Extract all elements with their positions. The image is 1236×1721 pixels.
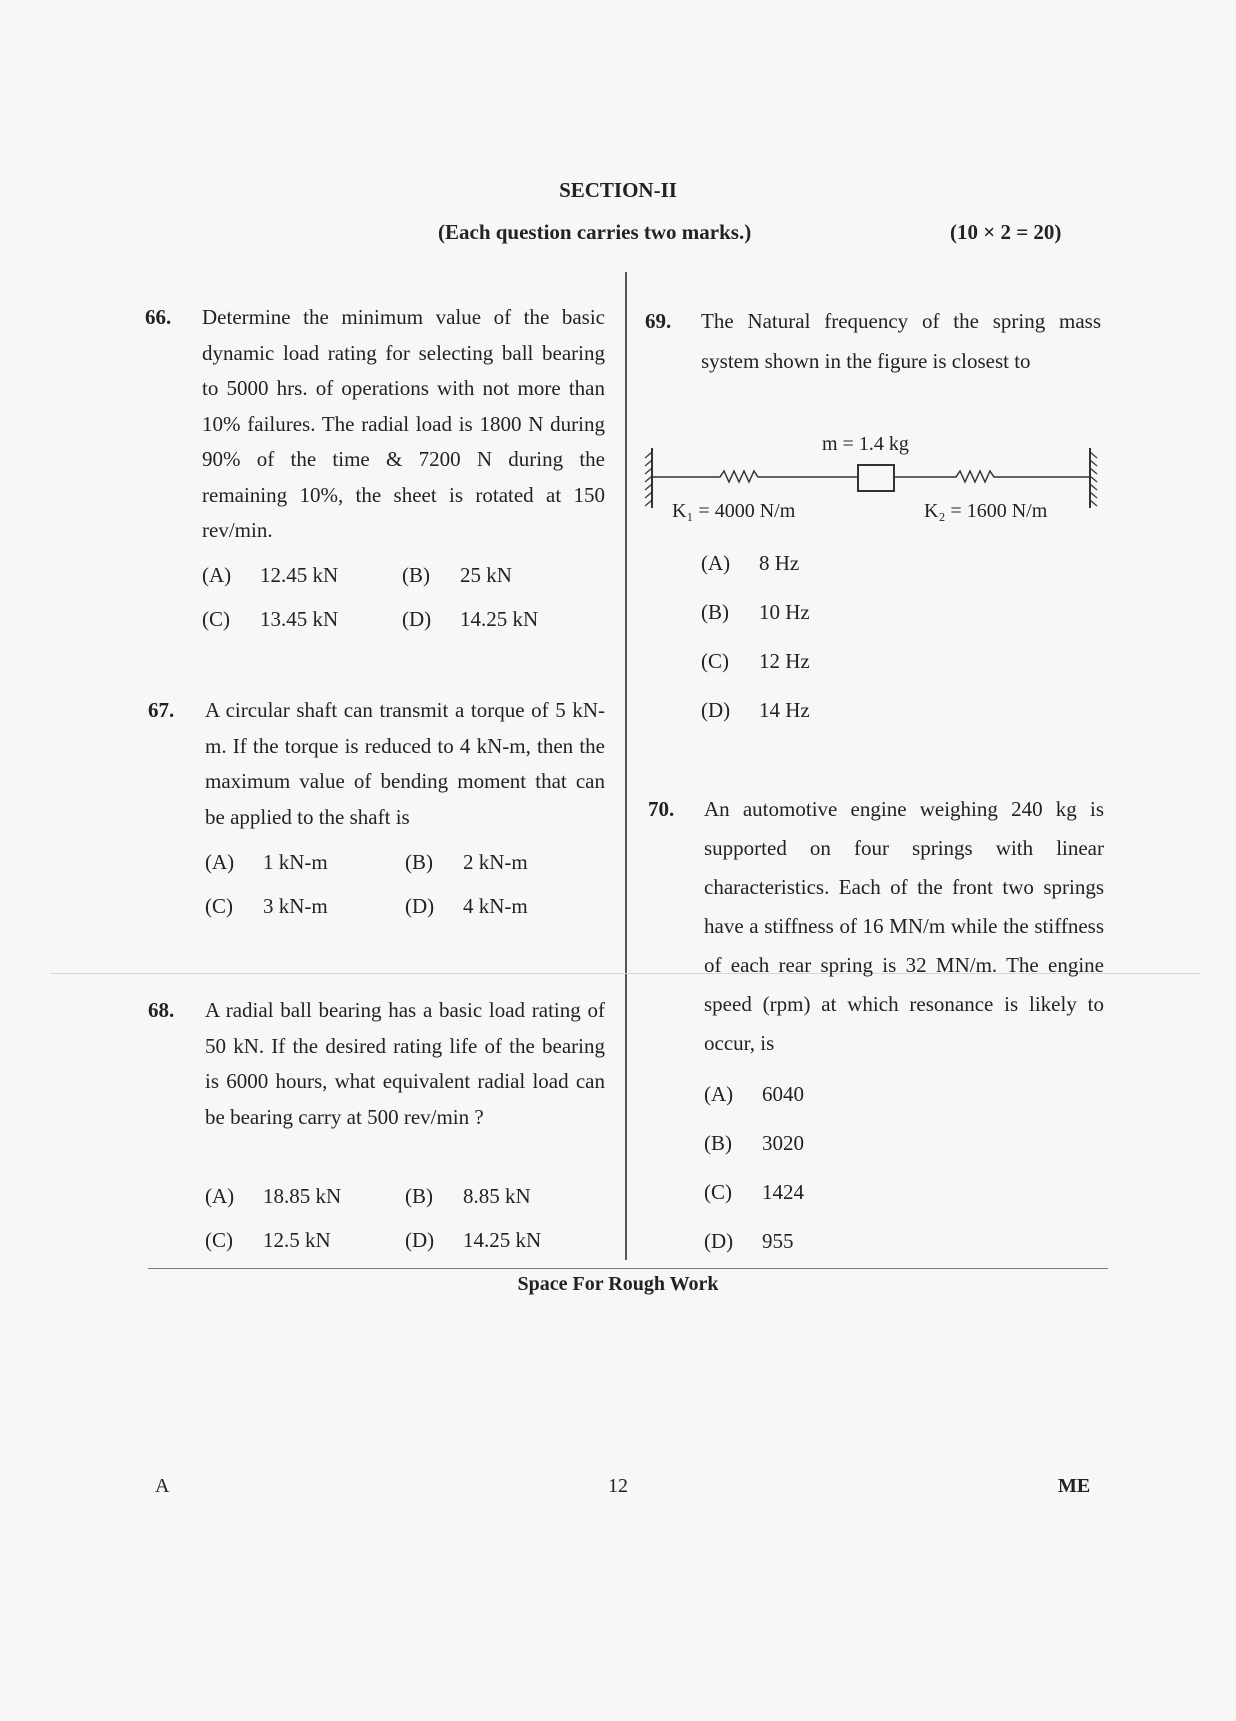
option-b[interactable]: (B) 3020 [704,1131,804,1155]
option-d[interactable]: (D) 14 Hz [701,698,810,722]
option-c[interactable]: (C) 13.45 kN [202,607,339,631]
right-wall [1090,448,1097,508]
section-title: SECTION-II [559,178,677,202]
k1-label: K₁ = 4000 N/m [672,500,796,522]
bottom-rule [148,1268,1108,1269]
question-number: 68. [148,998,175,1022]
option-a[interactable]: (A) 6040 [704,1082,804,1106]
option-a[interactable]: (A) 18.85 kN [205,1184,342,1208]
marks-note: (Each question carries two marks.) [438,220,752,244]
option-b[interactable]: (B) 25 kN [402,563,512,587]
subject-code: ME [1058,1475,1091,1497]
question-text: An automotive engine weighing 240 kg is supported on four springs with linear characteristics. Each of the front two springs have a stiffness of 16 MN/m while the stiffness of each rear spring is 32 MN/m. The engine speed (rpm) at which resonance is likely to occur, is [704,797,1104,1055]
option-a[interactable]: (A) 12.45 kN [202,563,339,587]
marks-total: (10 × 2 = 20) [950,220,1062,244]
left-wall [645,448,652,508]
option-b[interactable]: (B) 8.85 kN [405,1184,531,1208]
option-d[interactable]: (D) 14.25 kN [402,607,539,631]
option-d[interactable]: (D) 14.25 kN [405,1228,542,1252]
column-divider [625,272,627,1260]
option-c[interactable]: (C) 12 Hz [701,649,810,673]
option-d[interactable]: (D) 4 kN-m [405,894,528,918]
option-c[interactable]: (C) 3 kN-m [205,894,328,918]
option-b[interactable]: (B) 2 kN-m [405,850,528,874]
question-text: The Natural frequency of the spring mass system shown in the figure is closest to [701,309,1101,373]
rough-work-label: Space For Rough Work [517,1273,719,1295]
question-text: A circular shaft can transmit a torque of 5 kN-m. If the torque is reduced to 4 kN-m, then the maximum value of bending moment that can be applied to the shaft is [205,698,605,829]
page-number: 12 [608,1475,628,1497]
k2-label: K₂ = 1600 N/m [924,500,1048,522]
option-c[interactable]: (C) 1424 [704,1180,804,1204]
question-text: A radial ball bearing has a basic load rating of 50 kN. If the desired rating life of the bearing is 6000 hours, what equivalent radial load can be bearing carry at 500 rev/min ? [205,998,605,1129]
question-number: 69. [645,309,672,333]
question-number: 66. [145,305,172,329]
set-code: A [155,1475,170,1497]
question-number: 70. [648,797,675,821]
spring-k1 [652,471,858,482]
option-c[interactable]: (C) 12.5 kN [205,1228,331,1252]
mass-block [858,465,894,491]
option-d[interactable]: (D) 955 [704,1229,794,1253]
spring-k2 [894,471,1090,482]
spring-mass-diagram [640,420,1110,530]
option-b[interactable]: (B) 10 Hz [701,600,810,624]
option-a[interactable]: (A) 1 kN-m [205,850,328,874]
option-a[interactable]: (A) 8 Hz [701,551,800,575]
question-number: 67. [148,698,175,722]
mass-label: m = 1.4 kg [822,433,909,455]
question-text: Determine the minimum value of the basic dynamic load rating for selecting ball bearing to 5000 hrs. of operations with not more than 10% failures. The radial load is 1800 N during 90% of the time & 7200 N during the remaining 10%, the sheet is rotated at 150 rev/min. [202,305,605,542]
